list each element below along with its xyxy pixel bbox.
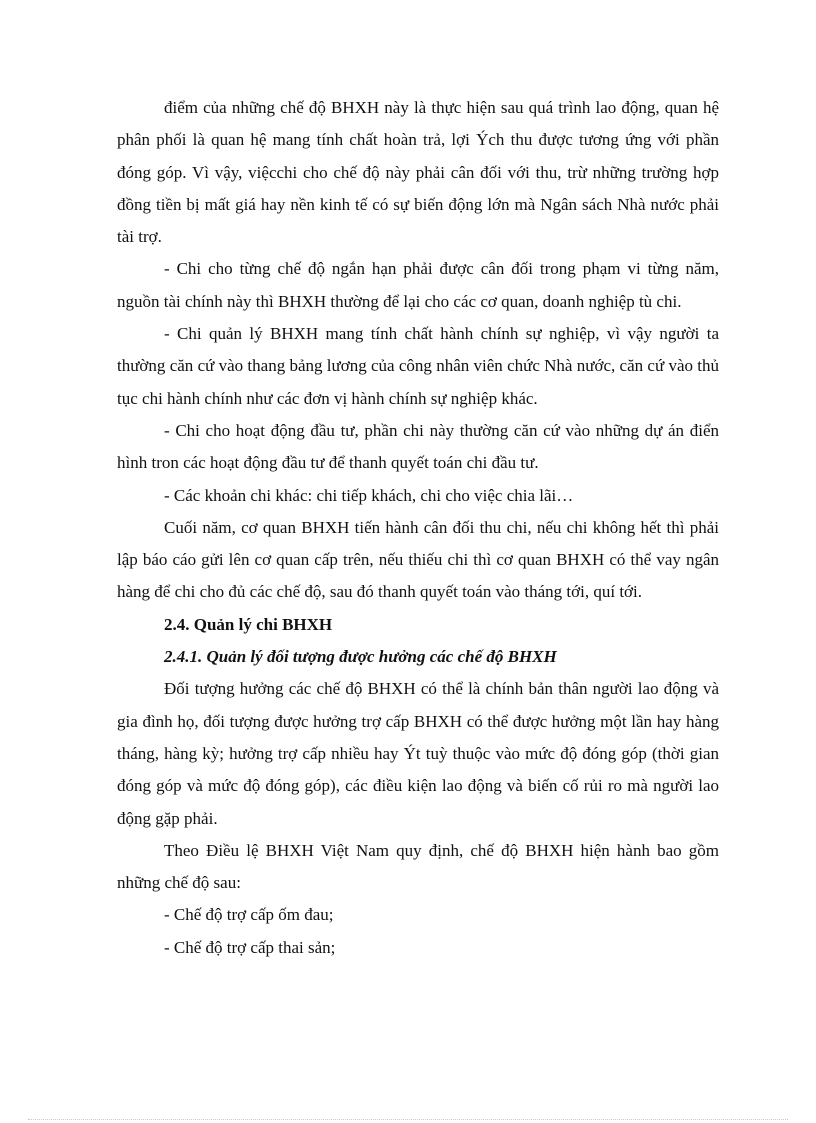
document-body [117, 92, 719, 964]
paragraph-3: - Chi quản lý BHXH mang tính chất hành chính sự nghiệp, vì vậy người ta thường căn cứ vào thang bảng lương của công nhân viên chức Nhà nước, căn cứ vào thủ tục chi hành chính như các đơn vị hành chính sự nghiệp khác. [117, 324, 719, 408]
list-item-sickness: - Chế độ trợ cấp ốm đau; [164, 905, 334, 925]
paragraph-4: - Chi cho hoạt động đầu tư, phần chi này thường căn cứ vào những dự án điển hình tron các hoạt động đầu tư để thanh quyết toán chi đầu tư. [117, 420, 719, 473]
paragraph-5: - Các khoản chi khác: chi tiếp khách, chi cho việc chia lãi… [164, 485, 574, 505]
paragraph-2: - Chi cho từng chế độ ngắn hạn phải được cân đối trong phạm vi từng năm, nguồn tài chính này thì BHXH thường để lại cho các cơ quan, doanh nghiệp tù chi. [117, 259, 719, 311]
list-item-maternity: - Chế độ trợ cấp thai sản; [164, 937, 336, 957]
paragraph-8: Theo Điều lệ BHXH Việt Nam quy định, chế độ BHXH hiện hành bao gồm những chế độ sau: [117, 840, 719, 893]
footer-divider [28, 1119, 788, 1120]
section-heading: 2.4. Quản lý chi BHXH [164, 614, 333, 634]
paragraph-6: Cuối năm, cơ quan BHXH tiến hành cân đối thu chi, nếu chi không hết thì phải lập báo cáo gửi lên cơ quan cấp trên, nếu thiếu chi thì cơ quan BHXH có thể vay ngân hàng để chi cho đủ các chế độ, sau đó thanh quyết toán vào tháng tới, quí tới. [117, 517, 719, 602]
paragraph-1: điểm của những chế độ BHXH này là thực hiện sau quá trình lao động, quan hệ phân phối là quan hệ mang tính chất hoàn trả, lợi Ých thu được tương ứng với phần đóng góp. Vì vậy, việcchi cho chế độ này phải cân đối với thu, trừ những trường hợp đồng tiền bị mất giá hay nền kinh tế có sự biến động lớn mà Ngân sách Nhà nước phải tài trợ. [117, 98, 719, 247]
paragraph-7: Đối tượng hưởng các chế độ BHXH có thể là chính bản thân người lao động và gia đình họ, đối tượng được hưởng trợ cấp BHXH có thể được hưởng một lần hay hàng tháng, hàng kỳ; hưởng trợ cấp nhiều hay Ýt tuỳ thuộc vào mức độ đóng góp (thời gian đóng góp và mức độ đóng góp), các điều kiện lao động và biến cố rủi ro mà người lao động gặp phải. [117, 679, 719, 828]
subsection-heading: 2.4.1. Quản lý đối tượng được hưởng các chế độ BHXH [164, 647, 557, 667]
